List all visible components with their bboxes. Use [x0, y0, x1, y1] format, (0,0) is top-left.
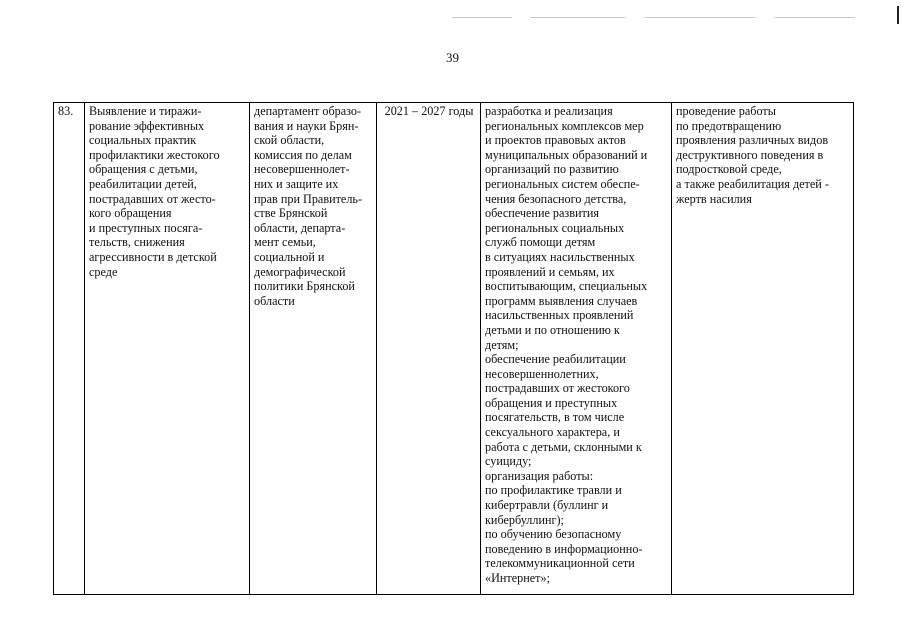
scan-artifact: [452, 17, 512, 18]
row-number: 83.: [58, 104, 74, 118]
result-text: проведение работы по предотвращению проявления различных видов деструктивного поведения в подростковой среде, а также реабилитация детей - жертв насилия: [676, 104, 829, 206]
measure-cell: [85, 103, 250, 595]
table-row: [54, 103, 854, 595]
scan-edge-mark: [897, 6, 899, 24]
row-number-cell: [54, 103, 85, 595]
period-cell: [377, 103, 481, 595]
mechanism-cell: [481, 103, 672, 595]
executors-text: департамент образо- вания и науки Брян- ской области, комиссия по делам несовершеннолет- них и защите их прав при Правитель- стве Брянской области, департа- мент семьи, социальной и демографической политики Брянской области: [254, 104, 363, 308]
measures-table: [53, 102, 854, 595]
measure-text: Выявление и тиражи- рование эффективных социальных практик профилактики жестокого обращения с детьми, реабилитации детей, пострадавших от жесто- кого обращения и преступных посяга- тельств, снижения агрессивности в детской среде: [89, 104, 220, 279]
scan-artifact: [645, 17, 755, 18]
result-cell: [672, 103, 854, 595]
scan-artifact: [530, 17, 625, 18]
scan-artifact: [775, 17, 855, 18]
page-number: 39: [446, 50, 459, 65]
mechanism-text: разработка и реализация региональных комплексов мер и проектов правовых актов муниципальных образований и организаций по развитию региональных систем обеспе- чения безопасного детства, обеспечение развития региональных социальных служб помощи детям в ситуациях насильственных проявлений и семьям, их воспитывающим, специальных программ выявления случаев насильственных проявлений детьми и по отношению к детям; обеспечение реабилитации несовершеннолетних, пострадавших от жестокого обращения и преступных посягательств, в том числе сексуального характера, и работа с детьми, склонными к суициду; организация работы: по профилактике травли и кибертравли (буллинг и кибербуллинг); по обучению безопасному поведению в информационно- телекоммуникационной сети «Интернет»;: [485, 104, 648, 585]
period-text: 2021 – 2027 годы: [384, 104, 474, 118]
executors-cell: [250, 103, 377, 595]
